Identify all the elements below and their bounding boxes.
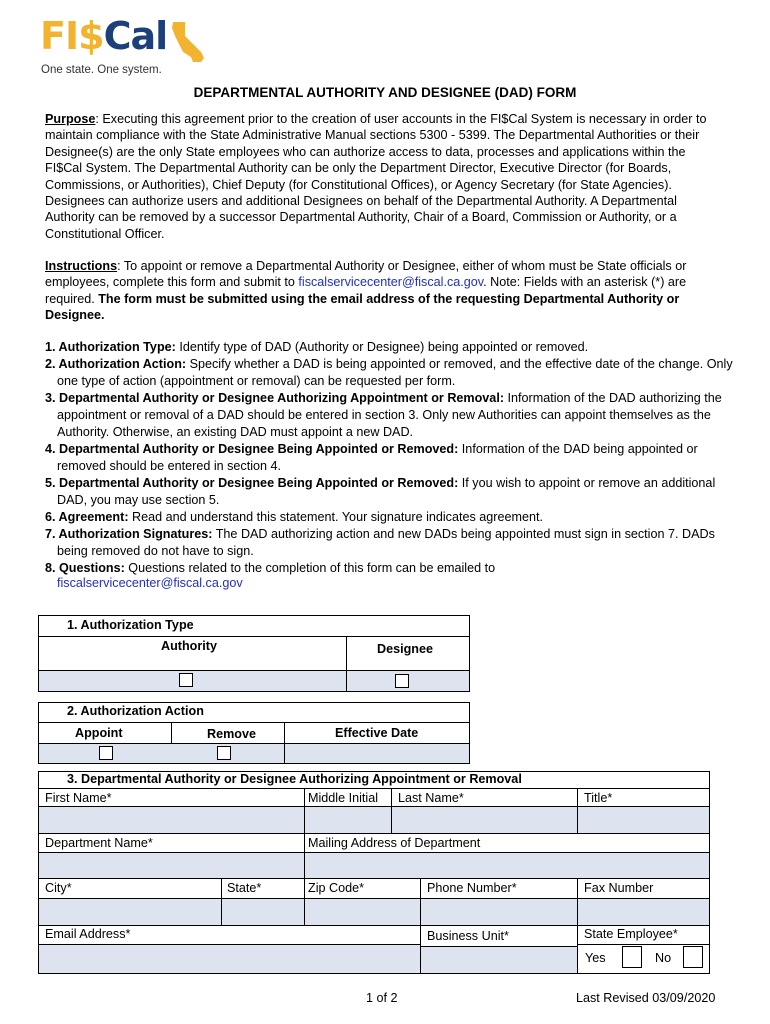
last-name-label: Last Name* [398,791,464,805]
middle-initial-input[interactable] [305,807,391,833]
state-employee-no-checkbox[interactable] [683,946,703,968]
city-label: City* [45,881,72,895]
remove-label: Remove [207,727,256,741]
purpose-text: : Executing this agreement prior to the creation of user accounts in the FI$Cal System is necessary in order to maintain compliance with the State Administrative Manual sections 5300 - 5399. The Departmental Authorities or their Designee(s) are the only State employees who can authorize access to data, processes and applications within the FI$Cal System. The Departmental Authority can be only the Department Director, Executive Director (for Boards, Commissions, or Authorities), Chief Deputy (for Constitutional Offices), or Agency Secretary (for State Agencies). Designees can authorize users and additional Designees on behalf of the Departmental Authority. A Departmental Authority can be removed by a successor Departmental Authority, Chair of a Board, Commission or Authority, or a Constitutional Officer. [45,112,707,241]
steps-list [45,339,735,577]
fiscal-logo [40,14,210,80]
instructions-email-link[interactable]: fiscalservicecenter@fiscal.ca.gov [298,275,484,290]
authority-checkbox[interactable] [179,673,193,687]
logo-tagline: One state. One system. [41,64,162,76]
phone-number-label: Phone Number* [427,881,517,895]
first-name-label: First Name* [45,791,112,805]
section1-authorization-type [38,615,470,692]
step-item: 4. Departmental Authority or Designee Being Appointed or Removed: Information of the DAD being appointed or removed should be entered in section 4. [45,442,698,473]
fax-number-input[interactable] [578,899,709,925]
authority-label: Authority [161,639,217,653]
step-item: 8. Questions: Questions related to the completion of this form can be emailed to [45,561,496,575]
state-input[interactable] [222,899,304,925]
purpose-label: Purpose [45,112,96,126]
step-item: 1. Authorization Type: Identify type of DAD (Authority or Designee) being appointed or removed. [45,340,589,354]
section2-authorization-action [38,702,470,764]
step-item: 2. Authorization Action: Specify whether a DAD is being appointed or removed, and the effective date of the change. Only one type of action (appointment or removal) can be requested per form. [45,357,733,388]
email-address-label: Email Address* [45,927,131,941]
section1-header: 1. Authorization Type [67,618,194,632]
california-icon [171,20,207,64]
section3-header: 3. Departmental Authority or Designee Authorizing Appointment or Removal [67,772,522,786]
zip-code-label: Zip Code* [308,881,365,895]
questions-email-link[interactable]: fiscalservicecenter@fiscal.ca.gov [57,576,243,590]
instructions-paragraph [45,258,725,324]
title-label: Title* [584,791,613,805]
yes-label: Yes [585,951,606,965]
city-input[interactable] [39,899,221,925]
step-item: 7. Authorization Signatures: The DAD authorizing action and new DADs being appointed must sign in section 7. DADs being removed do not have to sign. [45,527,715,558]
zip-code-input[interactable] [305,899,420,925]
appoint-checkbox[interactable] [99,746,113,760]
title-input[interactable] [578,807,709,833]
instructions-bold-text: The form must be submitted using the email address of the requesting Departmental Authority or Designee. [45,291,680,323]
logo-wordmark: FI$Cal [40,14,168,58]
department-name-input[interactable] [39,853,304,878]
state-employee-label: State Employee* [584,927,678,941]
instructions-label: Instructions [45,259,118,273]
form-title: DEPARTMENTAL AUTHORITY AND DESIGNEE (DAD) FORM [193,85,577,100]
state-employee-yes-checkbox[interactable] [622,946,642,968]
state-label: State* [227,881,262,895]
business-unit-input[interactable] [421,947,577,973]
email-address-input[interactable] [39,945,420,973]
no-label: No [655,951,672,965]
effective-date-input[interactable] [285,744,469,763]
section2-header: 2. Authorization Action [67,704,204,718]
fax-number-label: Fax Number [584,881,654,895]
remove-checkbox[interactable] [217,746,231,760]
last-name-input[interactable] [392,807,577,833]
business-unit-label: Business Unit* [427,929,509,943]
section3-authorizing-dad [38,771,710,974]
effective-date-label: Effective Date [335,726,419,740]
mailing-address-input[interactable] [305,853,709,878]
instructions-text-a: : To appoint or remove a Departmental Authority or Designee, either of whom must be State officials or employees, complete this form and submit to [45,259,687,290]
step-item: 6. Agreement: Read and understand this statement. Your signature indicates agreement. [45,510,543,524]
purpose-paragraph [45,111,725,242]
instructions-text-b: . Note: Fields with an asterisk (*) are required. [45,275,687,306]
appoint-label: Appoint [75,726,123,740]
department-name-label: Department Name* [45,836,153,850]
first-name-input[interactable] [39,807,304,833]
mailing-address-label: Mailing Address of Department [308,836,481,850]
phone-number-input[interactable] [421,899,577,925]
last-revised: Last Revised 03/09/2020 [576,991,716,1005]
designee-checkbox[interactable] [395,674,409,688]
step-item: 3. Departmental Authority or Designee Authorizing Appointment or Removal: Information of the DAD authorizing the appointment or removal of a DAD should be entered in section 3. Only new Authorities can appoint themselves as the Authority. Otherwise, an existing DAD must appoint a new DAD. [45,391,722,439]
step-item: 5. Departmental Authority or Designee Being Appointed or Removed: If you wish to appoint or remove an additional DAD, you may use section 5. [45,476,716,507]
middle-initial-label: Middle Initial [308,791,378,805]
page-number: 1 of 2 [366,991,398,1005]
designee-label: Designee [377,642,433,656]
